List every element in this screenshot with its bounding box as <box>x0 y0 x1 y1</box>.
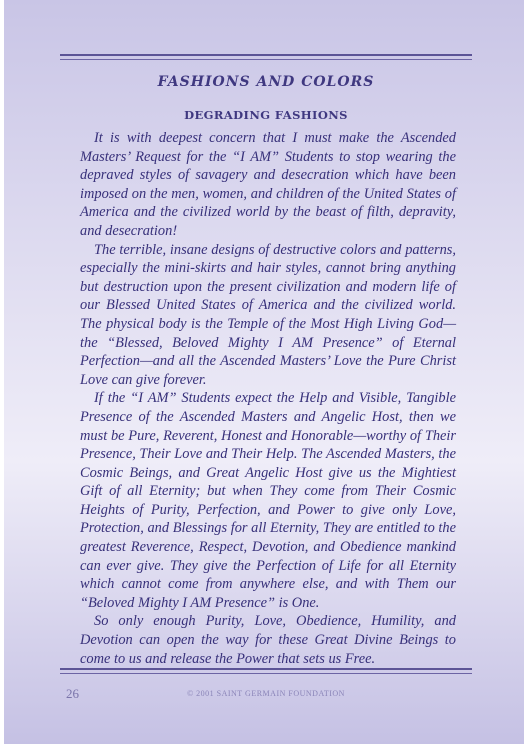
paragraph: If the “I AM” Students expect the Help and Visible, Tangible Presence of the Ascended Masters and Angelic Host, then we must be Pure, Reverent, Honest and Honorable—worthy of Their Presence, Their Love and Their Help. The Ascended Masters, the Cosmic Beings, and Great Angelic Host give us the Mightiest Gift of all Eternity; but when They come from Their Cosmic Heights of Purity, Perfection, and Power to give only Love, Protection, and Blessings for all Eternity, They are entitled to the greatest Reverence, Respect, Devotion, and Obedience mankind can ever give. They give the Perfection of Life for all Eternity which cannot come from anywhere else, and with Them our “Beloved Mighty I AM Presence” is One. <box>80 390 456 611</box>
paragraph: The terrible, insane designs of destructive colors and patterns, especially the mini-skirts and hair styles, cannot bring anything but destruction upon the present civilization and modern life of our Blessed United States of America and the civilized world. The physical body is the Temple of the Most High Living God—the “Blessed, Beloved Mighty I AM Presence” of Eternal Perfection—and all the Ascended Masters’ Love the Pure Christ Love can give forever. <box>80 241 456 388</box>
copyright-notice: © 2001 SAINT GERMAIN FOUNDATION <box>187 689 345 698</box>
page-number: 26 <box>66 686 79 701</box>
paragraph: It is with deepest concern that I must make the Ascended Masters’ Request for the “I AM” Students to stop wearing the depraved styles of savagery and desecration which have been imposed on the men, women, and children of the United States of America and the civilized world by the beast of filth, depravity, and desecration! <box>80 130 456 239</box>
chapter-title: FASHIONS AND COLORS <box>157 74 375 90</box>
bottom-rule-upper <box>60 668 472 670</box>
paragraph: So only enough Purity, Love, Obedience, Humility, and Devotion can open the way for these Great Divine Beings to come to us and release the Power that sets us Free. <box>80 613 456 667</box>
section-heading: DEGRADING FASHIONS <box>184 108 348 122</box>
top-rule-lower <box>60 59 472 60</box>
bottom-rule-lower <box>60 673 472 674</box>
body-text <box>80 129 456 668</box>
top-rule-upper <box>60 54 472 56</box>
